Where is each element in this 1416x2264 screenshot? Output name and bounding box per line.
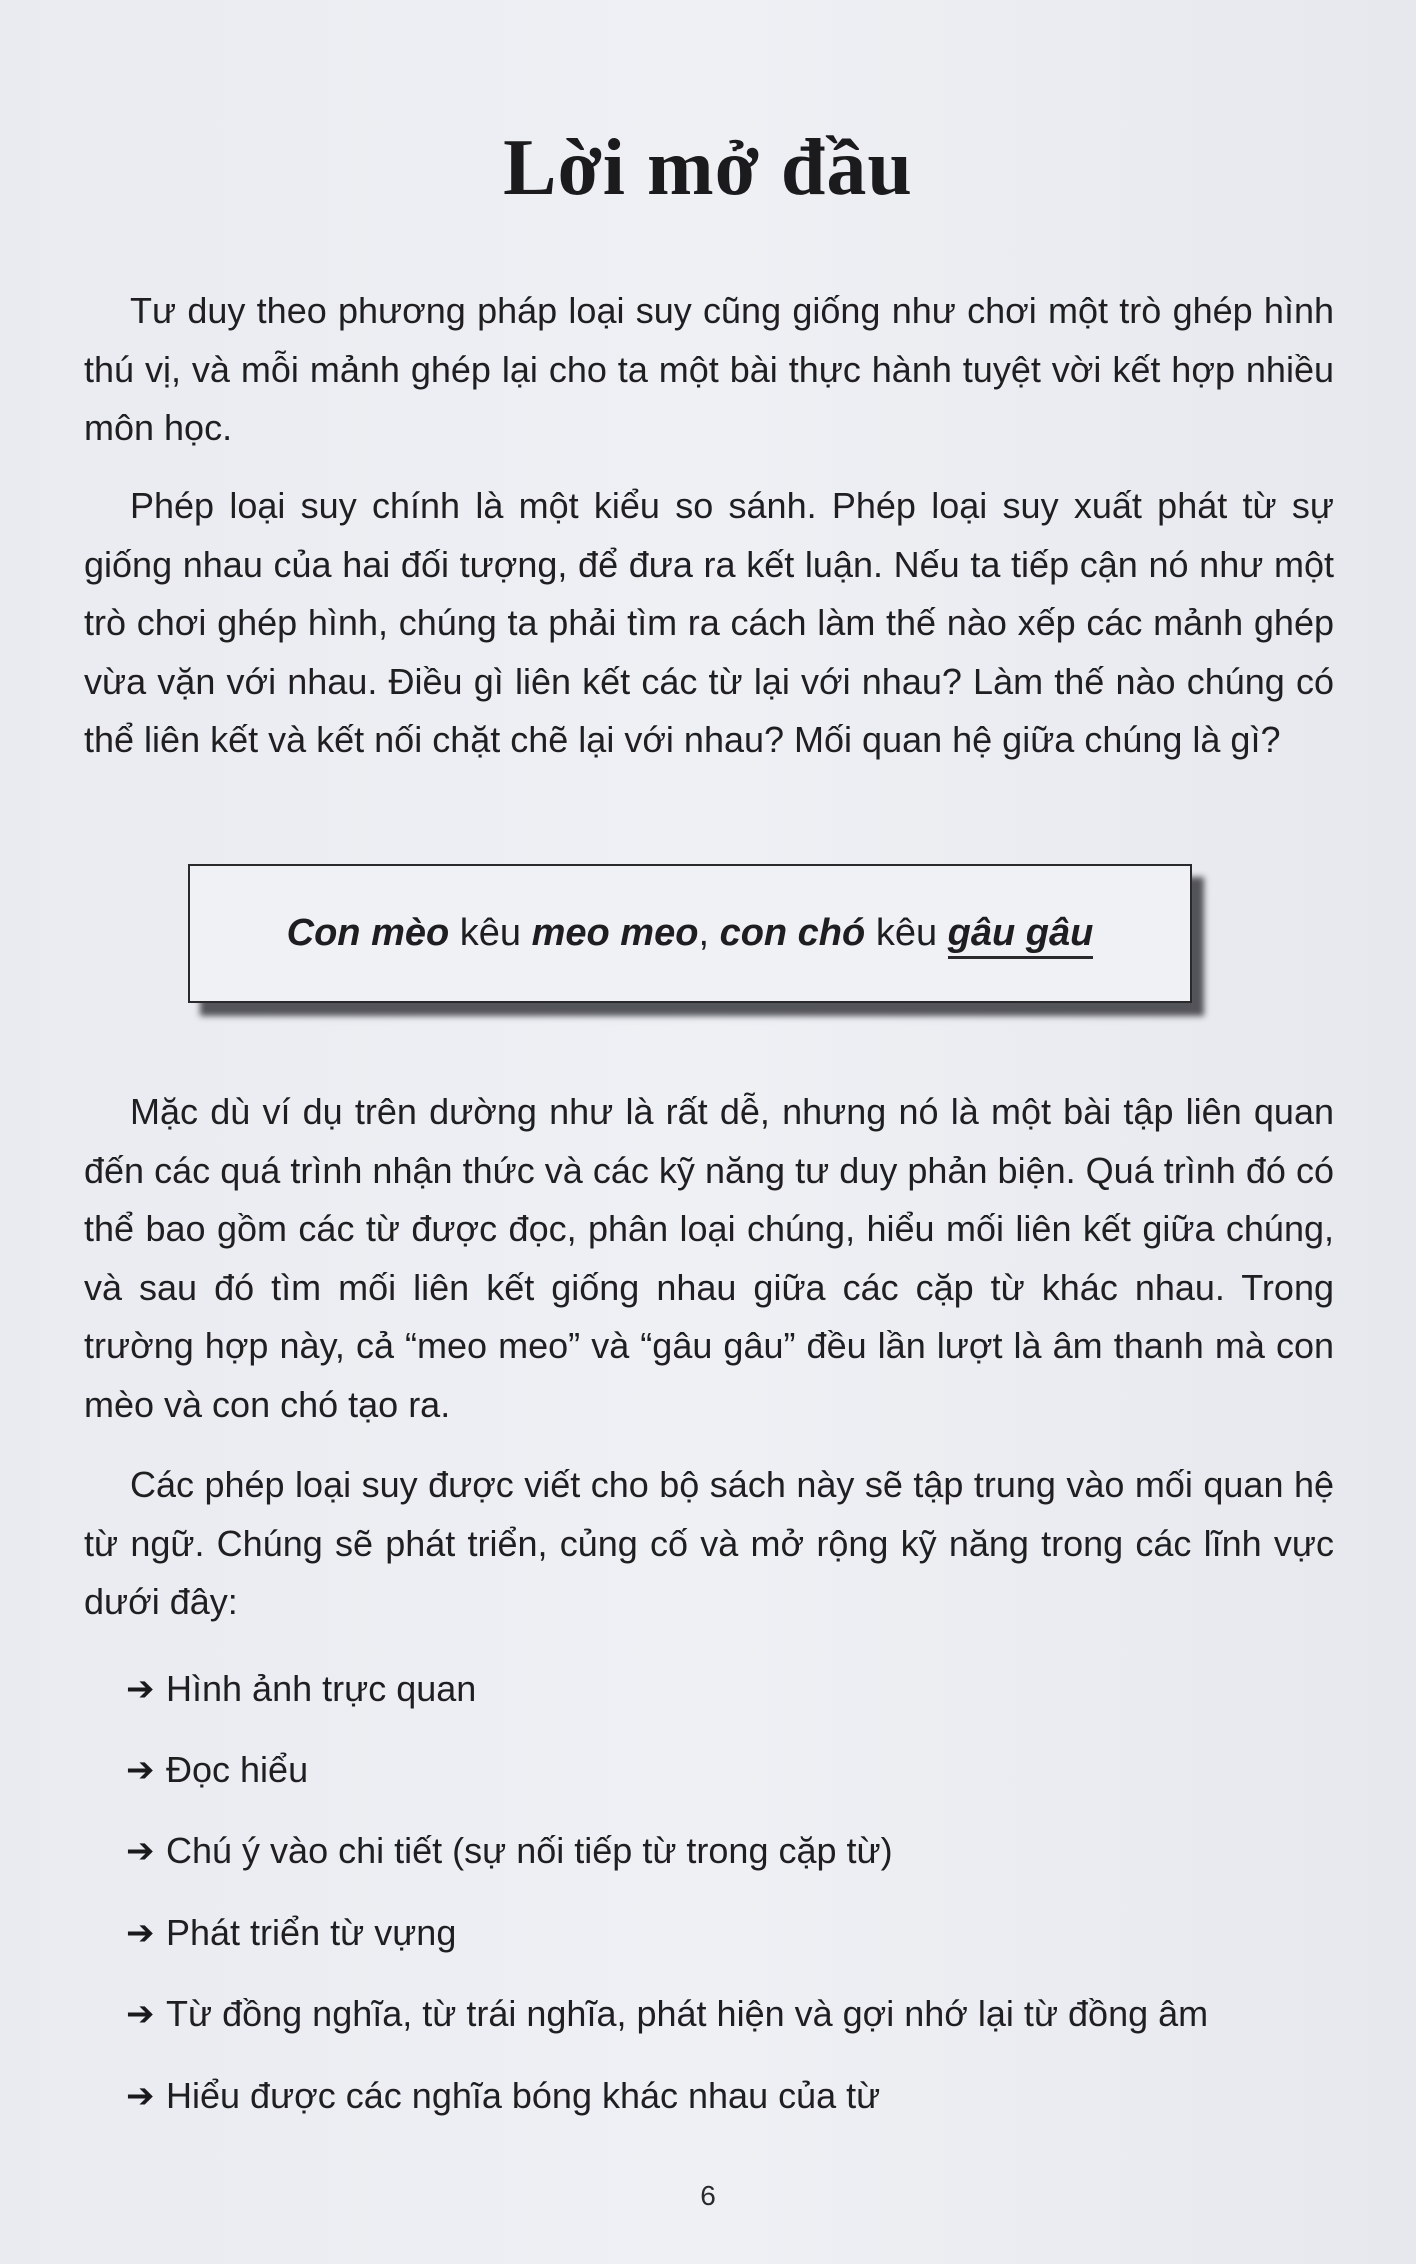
skills-list <box>126 1648 1346 2136</box>
arrow-right-icon: ➔ <box>126 1832 155 1871</box>
example-box <box>188 864 1192 1003</box>
list-item-text: Hình ảnh trực quan <box>166 1667 477 1709</box>
example-answer: gâu gâu <box>948 912 1094 959</box>
paragraph-intro: Tư duy theo phương pháp loại suy cũng giống như chơi một trò ghép hình thú vị, và mỗi mảnh ghép lại cho ta một bài thực hành tuyệt vời kết hợp nhiều môn học. <box>84 290 1334 448</box>
list-item-text: Chú ý vào chi tiết (sự nối tiếp từ trong cặp từ) <box>166 1830 893 1872</box>
list-item-text: Phát triển từ vựng <box>166 1911 457 1953</box>
list-item <box>126 1648 1346 1729</box>
example-sentence <box>287 912 1094 955</box>
example-sound-1: meo meo <box>531 912 699 954</box>
example-verb-1: kêu <box>459 912 522 954</box>
paragraph-explanation: Mặc dù ví dụ trên dường như là rất dễ, nhưng nó là một bài tập liên quan đến các quá trình nhận thức và các kỹ năng tư duy phản biện. Quá trình đó có thể bao gồm các từ được đọc, phân loại chúng, hiểu mối liên kết giữa chúng, và sau đó tìm mối liên kết giống nhau giữa các cặp từ khác nhau. Trong trường hợp này, cả “meo meo” và “gâu gâu” đều lần lượt là âm thanh mà con mèo và con chó tạo ra. <box>84 1091 1334 1425</box>
example-subject-1: Con mèo <box>286 912 450 954</box>
arrow-right-icon: ➔ <box>126 1995 155 2034</box>
example-separator: , <box>698 912 709 954</box>
example-verb-2: kêu <box>875 912 938 954</box>
example-subject-2: con chó <box>719 912 866 954</box>
list-item-text: Đọc hiểu <box>166 1749 309 1791</box>
list-item <box>126 1811 1346 1892</box>
page-number: 6 <box>700 2180 716 2211</box>
list-item-text: Hiểu được các nghĩa bóng khác nhau của từ <box>166 2074 881 2116</box>
list-item-text: Từ đồng nghĩa, từ trái nghĩa, phát hiện và gợi nhớ lại từ đồng âm <box>166 1993 1209 2035</box>
list-item <box>126 2055 1346 2136</box>
paragraph-skills-intro: Các phép loại suy được viết cho bộ sách này sẽ tập trung vào mối quan hệ từ ngữ. Chúng sẽ phát triển, củng cố và mở rộng kỹ năng trong các lĩnh vực dưới đây: <box>84 1464 1334 1622</box>
list-item <box>126 1729 1346 1810</box>
paragraph-analogy-definition: Phép loại suy chính là một kiểu so sánh. Phép loại suy xuất phát từ sự giống nhau của hai đối tượng, để đưa ra kết luận. Nếu ta tiếp cận nó như một trò chơi ghép hình, chúng ta phải tìm ra cách làm thế nào xếp các mảnh ghép vừa vặn với nhau. Điều gì liên kết các từ lại với nhau? Làm thế nào chúng có thể liên kết và kết nối chặt chẽ lại với nhau? Mối quan hệ giữa chúng là gì? <box>84 485 1334 760</box>
arrow-right-icon: ➔ <box>126 1913 155 1952</box>
arrow-right-icon: ➔ <box>126 1669 155 1708</box>
arrow-right-icon: ➔ <box>126 1751 155 1790</box>
arrow-right-icon: ➔ <box>126 2076 155 2115</box>
list-item <box>126 1892 1346 1973</box>
page-title: Lời mở đầu <box>503 124 913 212</box>
list-item <box>126 1974 1346 2055</box>
